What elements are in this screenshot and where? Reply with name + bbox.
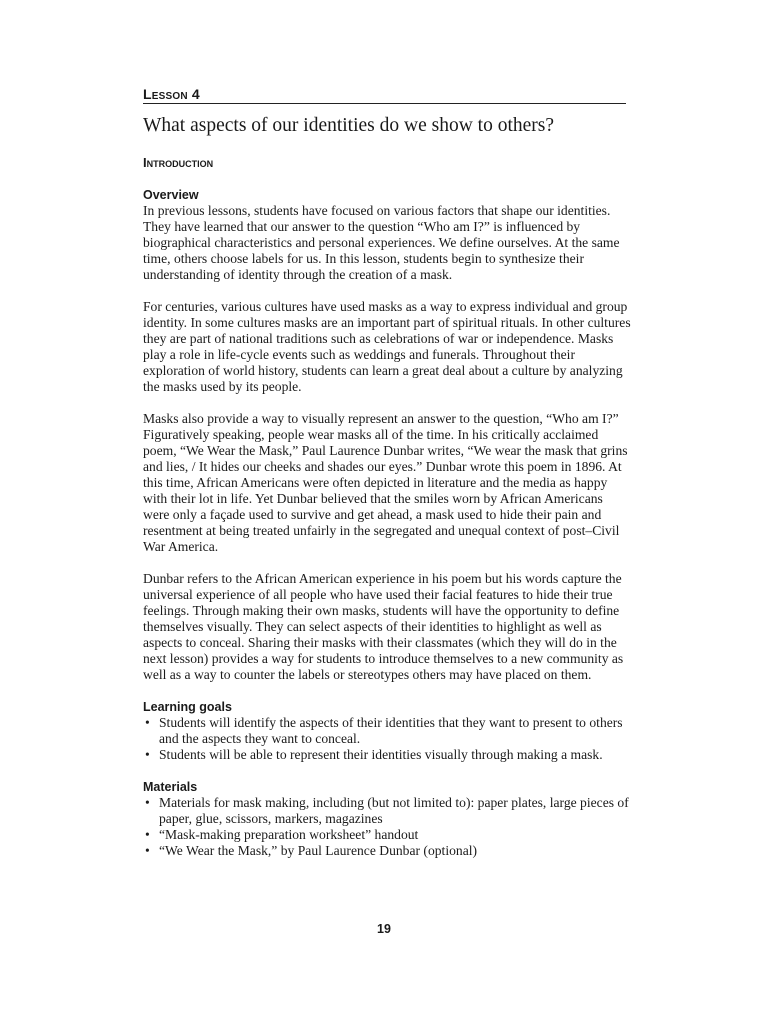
materials-heading: Materials (143, 780, 198, 794)
list-item: • Students will identify the aspects of their identities that they want to present to others and the aspects they want to conceal. (143, 715, 631, 747)
lesson-body (143, 187, 631, 875)
overview-heading: Overview (143, 188, 199, 202)
list-item: • Materials for mask making, including (but not limited to): paper plates, large pieces of paper, glue, scissors, markers, magazines (143, 795, 631, 827)
overview-paragraph-4: Dunbar refers to the African American experience in his poem but his words capture the universal experience of all people who have used their facial features to hide their true feelings. Through making their own masks, students will have the opportunity to define themselves visually. They can select aspects of their identities to highlight as well as aspects to conceal. Sharing their masks with their classmates (which they will do in the next lesson) provides a way for students to introduce themselves to a new community as well as a way to counter the labels or stereotypes others may have placed on them. (143, 571, 624, 682)
materials-list (143, 795, 631, 859)
page-number: 19 (377, 922, 391, 936)
overview-paragraph-1: In previous lessons, students have focused on various factors that shape our identities. They have learned that our answer to the question “Who am I?” is influenced by biographical characteristics and personal experiences. We define ourselves. At the same time, others choose labels for us. In this lesson, students begin to synthesize their understanding of identity through the creation of a mask. (143, 203, 620, 282)
overview-paragraph-2: For centuries, various cultures have used masks as a way to express individual and group identity. In some cultures masks are an important part of spiritual rituals. In other cultures they are part of national traditions such as celebrations of war or independence. Masks play a role in life-cycle events such as weddings and funerals. Throughout their exploration of world history, students can learn a great deal about a culture by analyzing the masks used by its people. (143, 299, 631, 394)
learning-goals-list (143, 715, 631, 763)
list-item: • “Mask-making preparation worksheet” handout (143, 827, 631, 843)
overview-paragraph-3: Masks also provide a way to visually represent an answer to the question, “Who am I?” Figuratively speaking, people wear masks all of the time. In his critically acclaimed poem, “We Wear the Mask,” Paul Laurence Dunbar writes, “We wear the mask that grins and lies, / It hides our cheeks and shades our eyes.” Dunbar wrote this poem in 1896. At this time, African Americans were often depicted in literature and the media as happy with their lot in life. Yet Dunbar believed that the smiles worn by African Americans were only a façade used to survive and get ahead, a mask used to hide their pain and resentment at being treated unfairly in the segregated and unequal context of post–Civil War America. (143, 411, 628, 554)
section-heading-introduction: Introduction (143, 155, 214, 170)
learning-goals-heading: Learning goals (143, 700, 232, 714)
page-title: What aspects of our identities do we show to others? (143, 115, 555, 136)
list-item: • Students will be able to represent their identities visually through making a mask. (143, 747, 631, 763)
list-item: • “We Wear the Mask,” by Paul Laurence Dunbar (optional) (143, 843, 631, 859)
lesson-label: Lesson 4 (143, 86, 626, 104)
